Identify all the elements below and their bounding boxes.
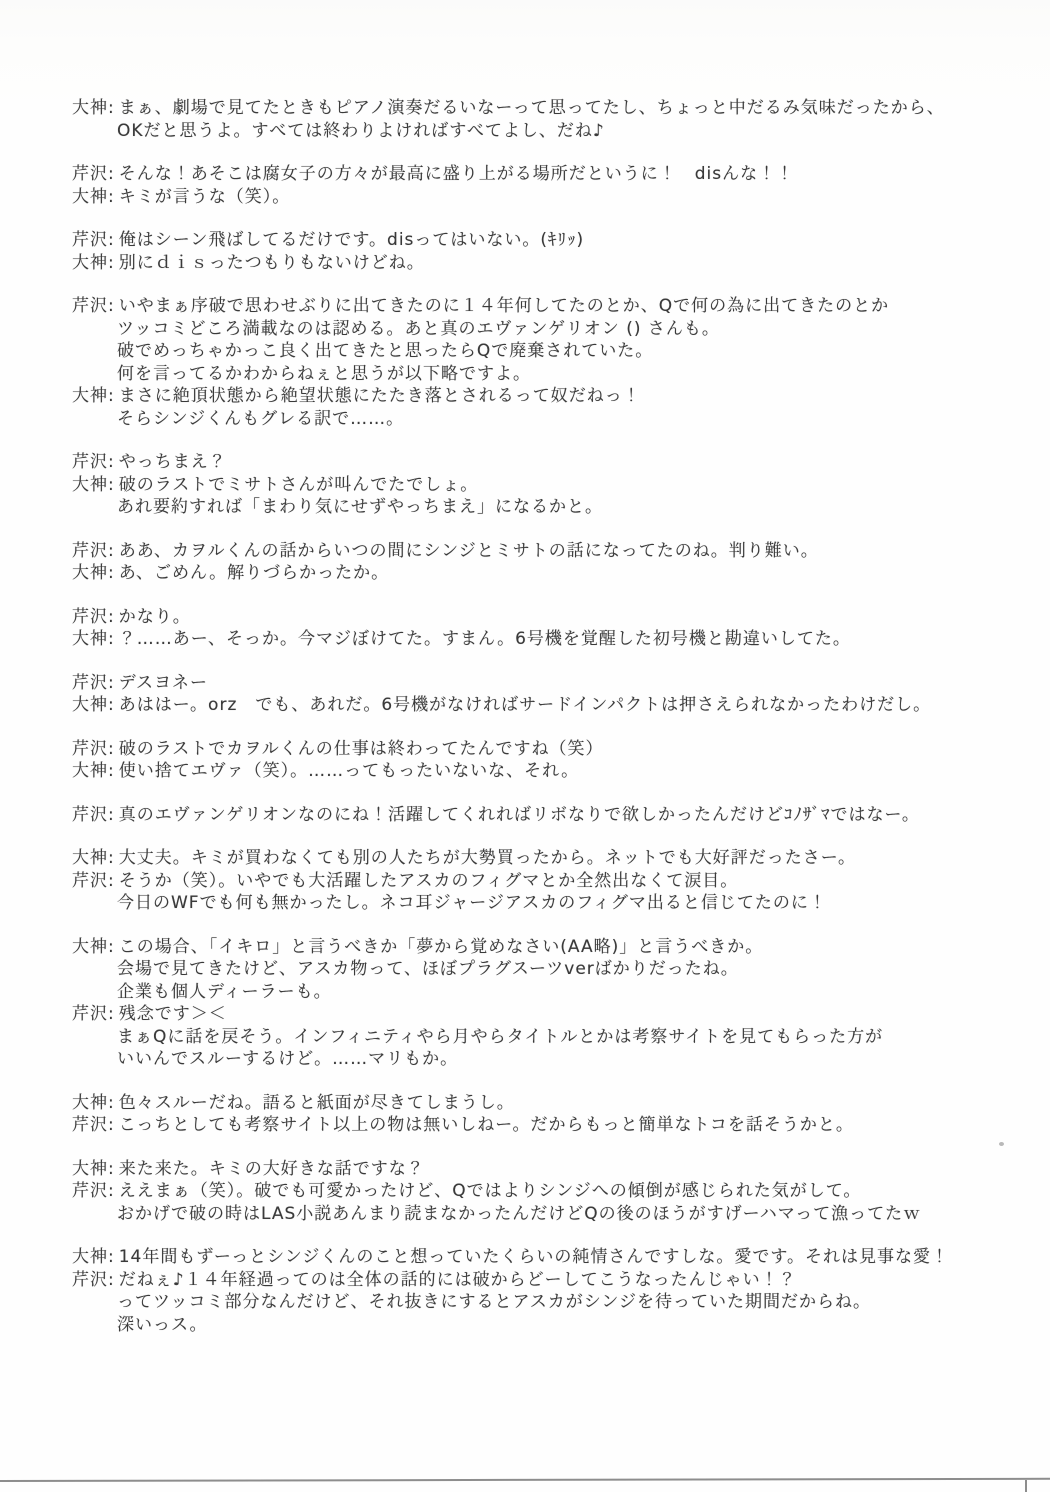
speaker-label <box>72 848 115 868</box>
speaker-colon: : <box>108 1269 115 1290</box>
speaker-label <box>72 1004 115 1024</box>
dialogue-text: まぁQに話を戻そう。インフィニティやら月やらタイトルとかは考察サイトを見てもらった方が <box>117 1026 884 1047</box>
dialogue-block <box>72 451 1032 519</box>
dialogue-text: あ、ごめん。解りづらかったか。 <box>118 563 390 583</box>
speaker-colon: : <box>108 563 115 583</box>
dialogue-line <box>72 340 1032 363</box>
speaker-colon: : <box>108 1004 115 1024</box>
dialogue-text: ああ、カヲルくんの話からいつの間にシンジとミサトの話になってたのね。判り難い。 <box>118 540 819 561</box>
dialogue-text: 破のラストでミサトさんが叫んでたでしょ。 <box>118 474 479 495</box>
speaker-name: 芹沢 <box>72 164 108 184</box>
dialogue-block <box>72 936 1032 1071</box>
speaker-colon: : <box>108 629 115 649</box>
speaker-name: 大神 <box>72 848 108 868</box>
dialogue-block <box>72 97 1032 142</box>
speaker-name: 大神 <box>72 1247 108 1267</box>
speaker-colon: : <box>108 452 115 472</box>
dialogue-line <box>72 870 1032 893</box>
dialogue-text: まぁ、劇場で見てたときもピアノ演奏だるいなーって思ってたし、ちょっと中だるみ気味だったから、 <box>118 98 945 118</box>
dialogue-text: ええまぁ（笑）。破でも可愛かったけど、Qではよりシンジへの傾倒が感じられた気がして。 <box>118 1181 862 1201</box>
dialogue-text: OKだと思うよ。すべては終わりよければすべてよし、だね♪ <box>117 120 605 141</box>
dialogue-block <box>72 295 1032 430</box>
speaker-name: 大神 <box>72 98 108 118</box>
speaker-name: 芹沢 <box>72 1004 108 1024</box>
dialogue-text: 来た来た。キミの大好きな話ですな？ <box>118 1158 425 1179</box>
dialogue-line <box>72 496 1032 519</box>
speaker-name: 芹沢 <box>72 672 108 693</box>
dialogue-line <box>72 295 1032 318</box>
speaker-name: 大神 <box>72 386 108 406</box>
dialogue-text: やっちまえ？ <box>118 452 227 472</box>
dialogue-line <box>72 606 1032 629</box>
speaker-label <box>72 164 115 184</box>
dialogue-line <box>72 1180 1032 1203</box>
dialogue-text: この場合、「イキロ」と言うべきか「夢から覚めなさい(AA略)」と言うべきか。 <box>118 936 764 957</box>
speaker-name: 大神 <box>72 761 108 781</box>
speaker-colon: : <box>108 804 115 825</box>
speaker-label <box>72 452 115 472</box>
speaker-label <box>72 98 115 118</box>
dialogue-text: 14年間もずーっとシンジくんのこと想っていたくらいの純情さんですしな。愛です。それは見事な愛！ <box>118 1247 949 1267</box>
speaker-label <box>72 475 115 495</box>
speaker-name: 大神 <box>72 936 108 957</box>
dialogue-text: そらシンジくんもグレる訳で……。 <box>117 408 405 429</box>
speaker-label <box>72 296 115 316</box>
dialogue-text: いやまぁ序破で思わせぶりに出てきたのに１４年何してたのとか、Qで何の為に出てきたのとか <box>118 296 890 316</box>
speaker-name: 大神 <box>72 1158 108 1179</box>
speaker-colon: : <box>108 1092 115 1113</box>
speaker-label <box>72 1093 115 1113</box>
dialogue-text: 残念です＞＜ <box>118 1004 227 1024</box>
scan-corner-tick <box>1025 1480 1027 1492</box>
dialogue-line <box>72 474 1032 497</box>
scan-bottom-edge-line <box>0 1478 1050 1482</box>
dialogue-line <box>72 540 1032 563</box>
dialogue-text: 真のエヴァンゲリオンなのにね！活躍してくれればリボなりで欲しかったんだけどｺﾉｻﾞﾏではなー。 <box>118 804 920 825</box>
speaker-name: 芹沢 <box>72 804 108 825</box>
scan-speck <box>999 1142 1004 1146</box>
dialogue-text: まさに絶頂状態から絶望状態にたたき落とされるって奴だねっ！ <box>118 386 641 406</box>
dialogue-line <box>72 936 1032 959</box>
dialogue-line <box>72 738 1032 761</box>
dialogue-line <box>72 892 1032 915</box>
speaker-colon: : <box>108 848 115 868</box>
dialogue-line <box>72 1291 1032 1314</box>
dialogue-block <box>72 1246 1032 1336</box>
dialogue-line <box>72 186 1032 209</box>
speaker-label <box>72 937 115 957</box>
speaker-name: 芹沢 <box>72 870 108 891</box>
dialogue-line <box>72 1269 1032 1292</box>
dialogue-text: 何を言ってるかわからねぇと思うが以下略ですよ。 <box>117 363 531 384</box>
speaker-name: 大神 <box>72 1092 108 1113</box>
speaker-label <box>72 805 115 825</box>
dialogue-block <box>72 672 1032 717</box>
speaker-label <box>72 695 115 715</box>
dialogue-line <box>72 97 1032 120</box>
speaker-name: 大神 <box>72 186 108 207</box>
speaker-colon: : <box>108 186 115 207</box>
speaker-colon: : <box>108 1247 115 1267</box>
speaker-colon: : <box>108 936 115 957</box>
speaker-label <box>72 541 115 561</box>
speaker-colon: : <box>108 606 115 627</box>
dialogue-line <box>72 1246 1032 1269</box>
dialogue-line <box>72 252 1032 275</box>
dialogue-text: だねぇ♪１４年経過ってのは全体の話的には破からどーしてこうなったんじゃい！？ <box>118 1269 797 1290</box>
dialogue-block <box>72 606 1032 651</box>
dialogue-line <box>72 120 1032 143</box>
dialogue-text: 会場で見てきたけど、アスカ物って、ほぼプラグスーツverばかりだったね。 <box>117 959 739 979</box>
speaker-name: 芹沢 <box>72 1181 108 1201</box>
dialogue-block <box>72 847 1032 915</box>
dialogue-text: ってツッコミ部分なんだけど、それ抜きにするとアスカがシンジを待っていた期間だからね。 <box>117 1292 871 1312</box>
dialogue-line <box>72 694 1032 717</box>
dialogue-line <box>72 562 1032 585</box>
dialogue-block <box>72 540 1032 585</box>
dialogue-text: デスヨネー <box>118 672 209 693</box>
dialogue-line <box>72 1158 1032 1181</box>
speaker-name: 芹沢 <box>72 738 108 759</box>
dialogue-text: あははー。orz でも、あれだ。6号機がなければサードインパクトは押さえられなかったわけだし。 <box>118 695 932 715</box>
speaker-colon: : <box>108 1158 115 1179</box>
speaker-colon: : <box>108 870 115 891</box>
dialogue-text: かなり。 <box>118 606 191 627</box>
speaker-label <box>72 871 115 891</box>
dialogue-text: ？……あー、そっか。今マジぼけてた。すまん。6号機を覚醒した初号機と勘違いしてた。 <box>118 629 851 649</box>
dialogue-block <box>72 163 1032 208</box>
dialogue-text: 深いっス。 <box>117 1314 208 1335</box>
speaker-label <box>72 739 115 759</box>
dialogue-line <box>72 1003 1032 1026</box>
dialogue-text: あれ要約すれば「まわり気にせずやっちまえ」になるかと。 <box>117 497 603 517</box>
speaker-name: 芹沢 <box>72 452 108 472</box>
speaker-name: 芹沢 <box>72 1115 108 1135</box>
dialogue-line <box>72 958 1032 981</box>
speaker-label <box>72 1270 115 1290</box>
dialogue-line <box>72 804 1032 827</box>
speaker-colon: : <box>108 252 115 273</box>
speaker-colon: : <box>108 1181 115 1201</box>
dialogue-line <box>72 318 1032 341</box>
speaker-name: 大神 <box>72 252 108 273</box>
dialogue-line <box>72 451 1032 474</box>
speaker-name: 芹沢 <box>72 296 108 316</box>
speaker-name: 芹沢 <box>72 540 108 561</box>
speaker-label <box>72 230 115 250</box>
dialogue-text: 企業も個人ディーラーも。 <box>117 981 332 1002</box>
dialogue-text: そうか（笑）。いやでも大活躍したアスカのフィグマとか全然出なくて涙目。 <box>118 870 739 891</box>
dialogue-block <box>72 1158 1032 1226</box>
dialogue-text: 色々スルーだね。語ると紙面が尽きてしまうし。 <box>118 1092 515 1113</box>
speaker-colon: : <box>108 761 115 781</box>
dialogue-text: 俺はシーン飛ばしてるだけです。disってはいない。(ｷﾘｯ) <box>118 230 585 250</box>
dialogue-line <box>72 760 1032 783</box>
dialogue-line <box>72 1203 1032 1226</box>
dialogue-text: そんな！あそこは腐女子の方々が最高に盛り上がる場所だというに！ disんな！！ <box>118 164 795 184</box>
speaker-name: 大神 <box>72 695 108 715</box>
speaker-label <box>72 761 115 781</box>
dialogue-line <box>72 408 1032 431</box>
speaker-name: 芹沢 <box>72 230 108 250</box>
dialogue-line <box>72 385 1032 408</box>
speaker-colon: : <box>108 296 115 316</box>
speaker-label <box>72 629 115 649</box>
speaker-label <box>72 673 115 693</box>
speaker-colon: : <box>108 738 115 759</box>
speaker-name: 芹沢 <box>72 606 108 627</box>
dialogue-line <box>72 229 1032 252</box>
dialogue-line <box>72 628 1032 651</box>
speaker-colon: : <box>108 386 115 406</box>
speaker-label <box>72 1115 115 1135</box>
dialogue-line <box>72 163 1032 186</box>
speaker-name: 芹沢 <box>72 1269 108 1290</box>
dialogue-text: 今日のWFでも何も無かったし。ネコ耳ジャージアスカのフィグマ出ると信じてたのに！ <box>117 893 827 913</box>
dialogue-text: 別にｄｉｓったつもりもないけどね。 <box>118 252 425 273</box>
speaker-name: 大神 <box>72 563 108 583</box>
dialogue-content <box>72 97 1032 1357</box>
speaker-label <box>72 386 115 406</box>
dialogue-text: キミが言うな（笑）。 <box>118 186 291 207</box>
dialogue-text: 使い捨てエヴァ（笑）。……ってもったいないな、それ。 <box>118 761 580 781</box>
dialogue-line <box>72 363 1032 386</box>
speaker-label <box>72 187 115 207</box>
speaker-colon: : <box>108 164 115 184</box>
speaker-colon: : <box>108 474 115 495</box>
speaker-colon: : <box>108 230 115 250</box>
dialogue-line <box>72 1026 1032 1049</box>
speaker-colon: : <box>108 695 115 715</box>
speaker-name: 大神 <box>72 629 108 649</box>
speaker-colon: : <box>108 672 115 693</box>
speaker-name: 大神 <box>72 474 108 495</box>
dialogue-text: おかげで破の時はLAS小説あんまり読まなかったんだけどQの後のほうがすげーハマって漁ってたｗ <box>117 1203 922 1224</box>
dialogue-line <box>72 1048 1032 1071</box>
speaker-label <box>72 253 115 273</box>
speaker-label <box>72 607 115 627</box>
dialogue-line <box>72 672 1032 695</box>
speaker-colon: : <box>108 98 115 118</box>
speaker-label <box>72 1247 115 1267</box>
dialogue-text: いいんでスルーするけど。……マリもか。 <box>117 1049 459 1069</box>
dialogue-line <box>72 981 1032 1004</box>
speaker-label <box>72 563 115 583</box>
dialogue-line <box>72 1114 1032 1137</box>
dialogue-text: ツッコミどころ満載なのは認める。あと真のエヴァンゲリオン () さんも。 <box>117 318 720 339</box>
dialogue-text: こっちとしても考察サイト以上の物は無いしねー。だからもっと簡単なトコを話そうかと。 <box>118 1115 854 1135</box>
speaker-colon: : <box>108 1115 115 1135</box>
dialogue-text: 大丈夫。キミが買わなくても別の人たちが大勢買ったから。ネットでも大好評だったさー。 <box>118 848 857 868</box>
dialogue-line <box>72 1314 1032 1337</box>
dialogue-block <box>72 229 1032 274</box>
speaker-label <box>72 1181 115 1201</box>
dialogue-block <box>72 804 1032 827</box>
dialogue-line <box>72 847 1032 870</box>
dialogue-block <box>72 738 1032 783</box>
speaker-label <box>72 1159 115 1179</box>
dialogue-text: 破のラストでカヲルくんの仕事は終わってたんですね（笑） <box>118 738 604 759</box>
dialogue-text: 破でめっちゃかっこ良く出てきたと思ったらQで廃棄されていた。 <box>117 341 654 361</box>
dialogue-block <box>72 1092 1032 1137</box>
dialogue-line <box>72 1092 1032 1115</box>
speaker-colon: : <box>108 540 115 561</box>
